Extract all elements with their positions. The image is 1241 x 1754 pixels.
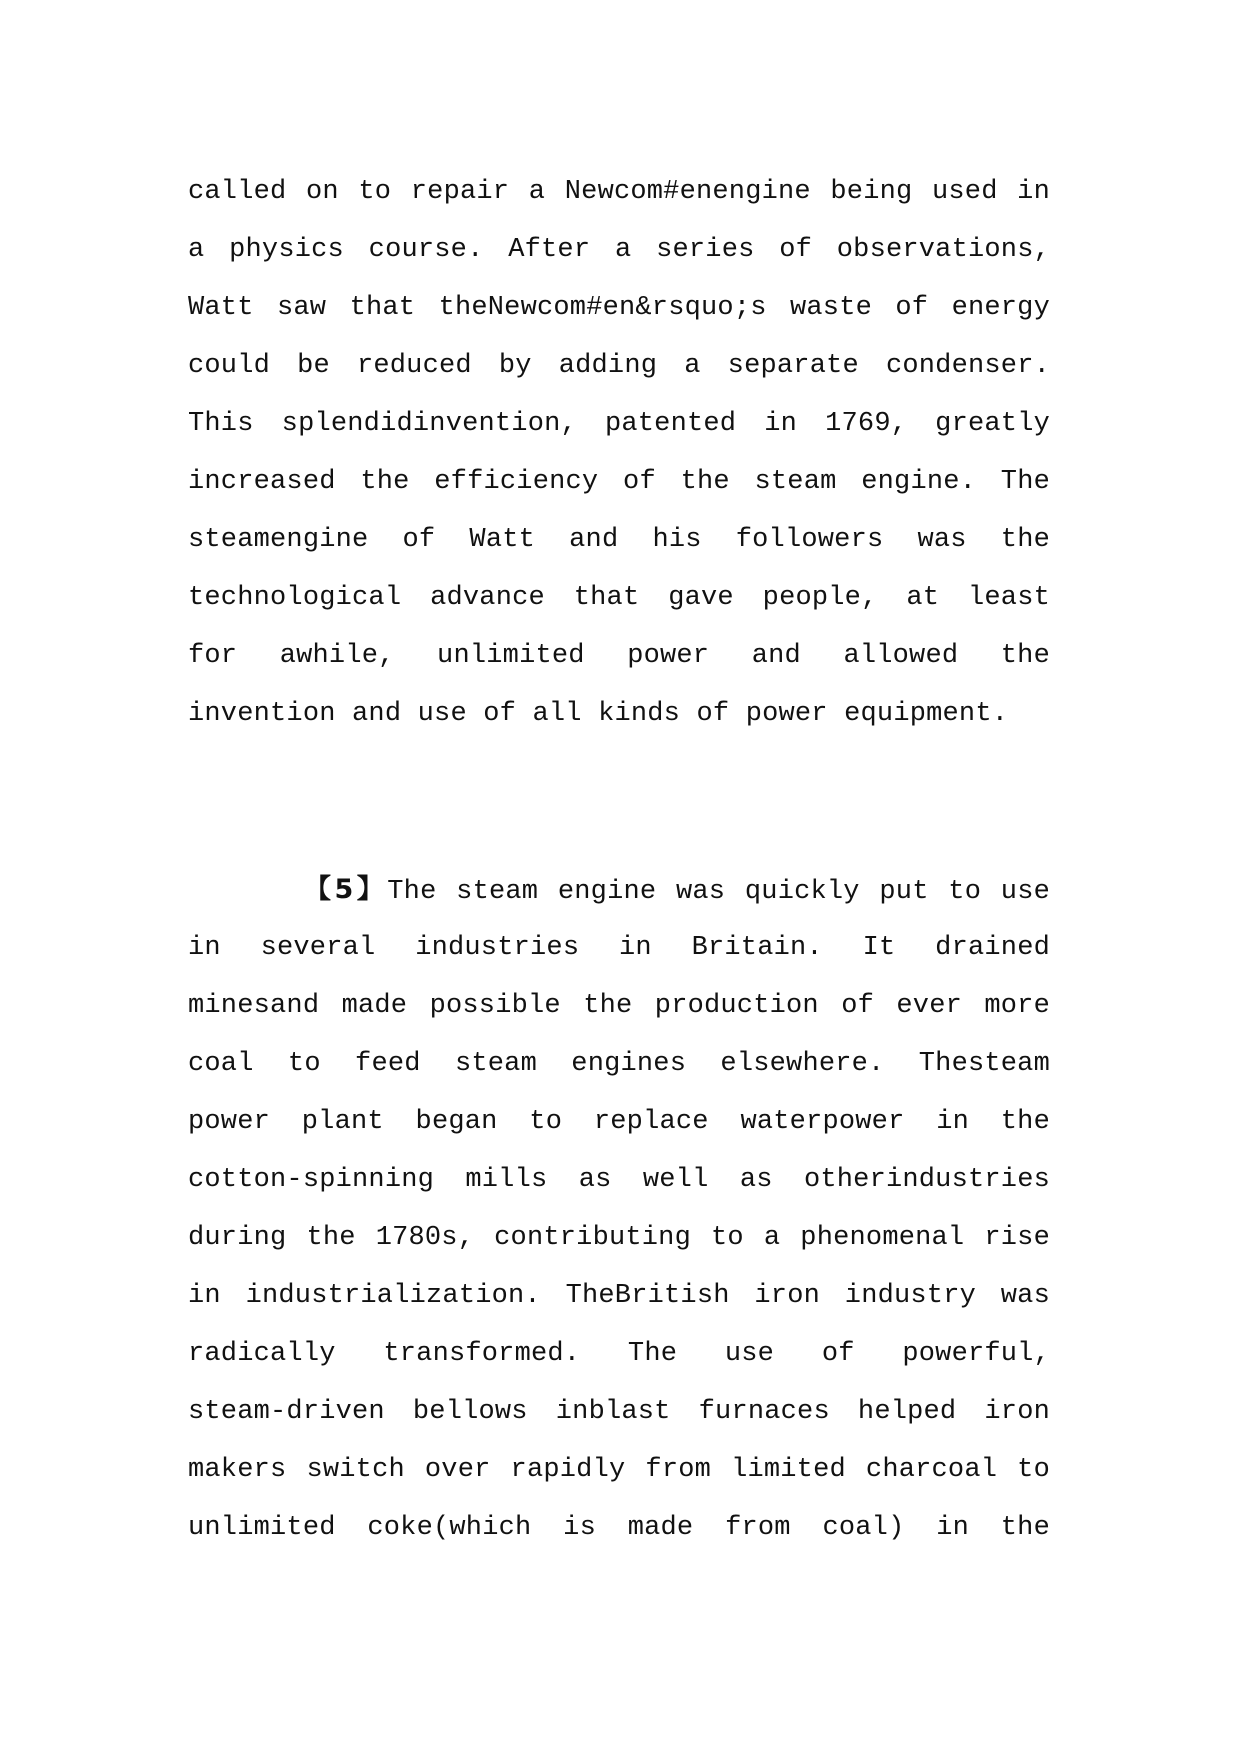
text-line-first xyxy=(188,861,1050,919)
text-line: during the 1780s, contributing to a phenomenal rise xyxy=(188,1223,1050,1253)
text-line: cotton-spinning mills as well as otherindustries xyxy=(188,1165,1050,1195)
paragraph-4-continuation xyxy=(188,163,1050,743)
text-line: steamengine of Watt and his followers was the xyxy=(188,525,1050,555)
text-line-content: The steam engine was quickly put to use xyxy=(387,877,1051,907)
text-line: makers switch over rapidly from limited charcoal to xyxy=(188,1455,1050,1485)
document-page xyxy=(188,163,1050,1557)
text-line: This splendidinvention, patented in 1769, greatly xyxy=(188,409,1050,439)
text-line: increased the efficiency of the steam engine. The xyxy=(188,467,1050,497)
text-line: for awhile, unlimited power and allowed the xyxy=(188,641,1050,671)
text-line: unlimited coke(which is made from coal) in the xyxy=(188,1513,1050,1543)
text-line: in industrialization. TheBritish iron industry was xyxy=(188,1281,1050,1311)
text-line: radically transformed. The use of powerful, xyxy=(188,1339,1050,1369)
text-line: a physics course. After a series of observations, xyxy=(188,235,1050,265)
paragraph-number-marker: 【5】 xyxy=(304,874,388,905)
text-line: minesand made possible the production of ever more xyxy=(188,991,1050,1021)
text-line: power plant began to replace waterpower in the xyxy=(188,1107,1050,1137)
text-line: could be reduced by adding a separate condenser. xyxy=(188,351,1050,381)
text-line: Watt saw that theNewcom#en&rsquo;s waste of energy xyxy=(188,293,1050,323)
text-line: in several industries in Britain. It drained xyxy=(188,933,1050,963)
paragraph-5 xyxy=(188,861,1050,1557)
text-line: coal to feed steam engines elsewhere. Thesteam xyxy=(188,1049,1050,1079)
text-line: steam-driven bellows inblast furnaces helped iron xyxy=(188,1397,1050,1427)
text-line: called on to repair a Newcom#enengine being used in xyxy=(188,177,1050,207)
text-line: invention and use of all kinds of power equipment. xyxy=(188,699,1009,729)
text-line: technological advance that gave people, at least xyxy=(188,583,1050,613)
